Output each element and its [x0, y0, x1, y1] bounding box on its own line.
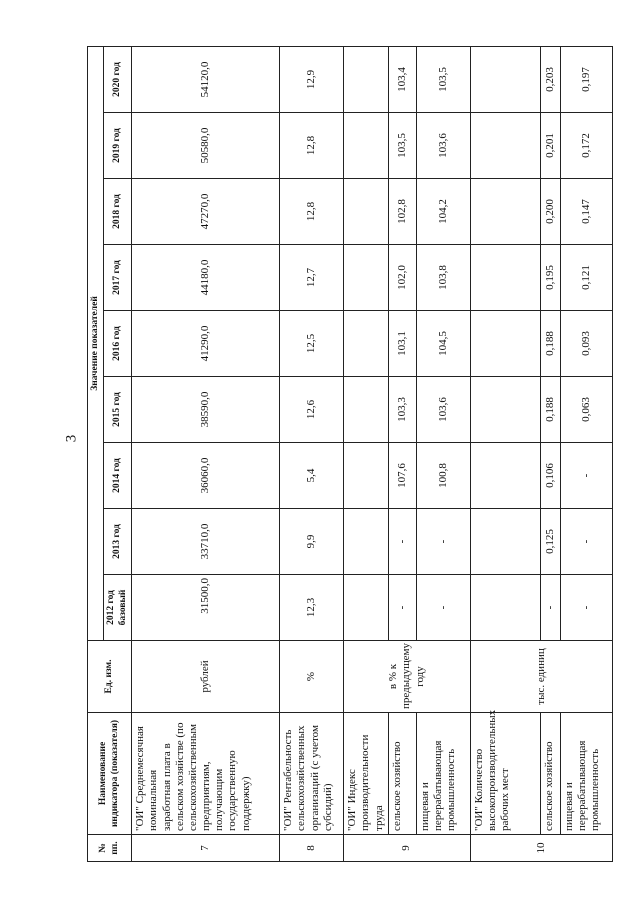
value-cell: 103,6: [416, 113, 470, 179]
indicator-subname: пищевая и перерабатывающая промышленность: [560, 713, 612, 835]
indicator-name: "ОИ" Рентабельность сельскохозяйственных организаций (с учетом субсидий): [280, 713, 344, 835]
indicator-subname: пищевая и перерабатывающая промышленность: [416, 713, 470, 835]
header-year: 2012 год базовый: [104, 575, 132, 641]
unit-cell: тыс. единиц: [470, 641, 612, 713]
value-cell: 0,188: [540, 377, 560, 443]
table-row: [132, 46, 280, 861]
header-year: 2013 год: [104, 509, 132, 575]
value-cell: 12,8: [280, 113, 344, 179]
page-number: 3: [63, 434, 80, 443]
unit-cell: %: [280, 641, 344, 713]
value-cell: -: [540, 575, 560, 641]
rotated-table-container: [87, 47, 612, 862]
row-num: 7: [132, 835, 280, 862]
header-values: Значение показателей: [88, 46, 104, 640]
value-cell: 107,6: [388, 443, 416, 509]
header-row-1: [88, 46, 104, 861]
unit-cell: рублей: [132, 641, 280, 713]
value-cell: -: [560, 575, 612, 641]
value-cell: 33710,0: [132, 509, 280, 575]
value-cell: -: [388, 509, 416, 575]
value-cell: 41290,0: [132, 311, 280, 377]
value-cell: 100,8: [416, 443, 470, 509]
value-cell: -: [560, 509, 612, 575]
table-row: [540, 46, 560, 861]
header-year: 2019 год: [104, 113, 132, 179]
value-cell: 102,0: [388, 245, 416, 311]
value-cell: 0,197: [560, 46, 612, 112]
value-cell: 104,2: [416, 179, 470, 245]
row-num: 8: [280, 835, 344, 862]
table-row: [416, 46, 470, 861]
row-num: 10: [470, 835, 612, 862]
value-cell: 0,188: [540, 311, 560, 377]
row-num: 9: [344, 835, 471, 862]
value-cell: 0,203: [540, 46, 560, 112]
header-year: 2018 год: [104, 179, 132, 245]
value-cell: 31500,0: [132, 575, 280, 641]
value-cell: 12,7: [280, 245, 344, 311]
value-cell: 104,5: [416, 311, 470, 377]
value-cell: -: [560, 443, 612, 509]
indicator-name: "ОИ" Среднемесячная номинальная заработная плата в сельском хозяйстве (по сельскохозяйственным предприятиям, получающим государственную поддержку): [132, 713, 280, 835]
value-cell: 9,9: [280, 509, 344, 575]
value-cell: 12,5: [280, 311, 344, 377]
indicator-subname: сельское хозяйство: [388, 713, 416, 835]
header-year: 2016 год: [104, 311, 132, 377]
value-cell: 12,6: [280, 377, 344, 443]
value-cell: 12,9: [280, 46, 344, 112]
value-cell: 103,5: [416, 46, 470, 112]
value-cell: 0,201: [540, 113, 560, 179]
value-cell: 47270,0: [132, 179, 280, 245]
value-cell: 0,172: [560, 113, 612, 179]
value-cell: 5,4: [280, 443, 344, 509]
value-cell: 0,121: [560, 245, 612, 311]
value-cell: 0,200: [540, 179, 560, 245]
header-year: 2014 год: [104, 443, 132, 509]
table-row: [344, 46, 389, 861]
value-cell: 0,093: [560, 311, 612, 377]
value-cell: 103,1: [388, 311, 416, 377]
value-cell: 0,195: [540, 245, 560, 311]
value-cell: 103,6: [416, 377, 470, 443]
value-cell: 12,8: [280, 179, 344, 245]
value-cell: 44180,0: [132, 245, 280, 311]
header-year: 2020 год: [104, 46, 132, 112]
value-cell: 0,106: [540, 443, 560, 509]
value-cell: 102,8: [388, 179, 416, 245]
header-year: 2017 год: [104, 245, 132, 311]
value-cell: 103,3: [388, 377, 416, 443]
header-num: № пп.: [88, 835, 132, 862]
indicator-table: [87, 46, 613, 862]
indicator-name: "ОИ" Количество высокопроизводительных рабочих мест: [470, 713, 540, 835]
table-row: [280, 46, 344, 861]
value-cell: 103,4: [388, 46, 416, 112]
value-cell: 36060,0: [132, 443, 280, 509]
value-cell: 0,125: [540, 509, 560, 575]
header-year: 2015 год: [104, 377, 132, 443]
indicator-name: "ОИ" Индекс производительности труда: [344, 713, 389, 835]
indicator-subname: сельское хозяйство: [540, 713, 560, 835]
value-cell: 12,3: [280, 575, 344, 641]
table-row: [560, 46, 612, 861]
value-cell: 0,063: [560, 377, 612, 443]
table-row: [470, 46, 540, 861]
value-cell: 50580,0: [132, 113, 280, 179]
value-cell: -: [388, 575, 416, 641]
header-name: Наименование индикатора (показателя): [88, 713, 132, 835]
value-cell: 38590,0: [132, 377, 280, 443]
value-cell: 103,5: [388, 113, 416, 179]
value-cell: 54120,0: [132, 46, 280, 112]
header-unit: Ед. изм.: [88, 641, 132, 713]
value-cell: -: [416, 575, 470, 641]
unit-cell: в % к предыдущему году: [344, 641, 471, 713]
value-cell: 103,8: [416, 245, 470, 311]
value-cell: 0,147: [560, 179, 612, 245]
value-cell: -: [416, 509, 470, 575]
table-row: [388, 46, 416, 861]
